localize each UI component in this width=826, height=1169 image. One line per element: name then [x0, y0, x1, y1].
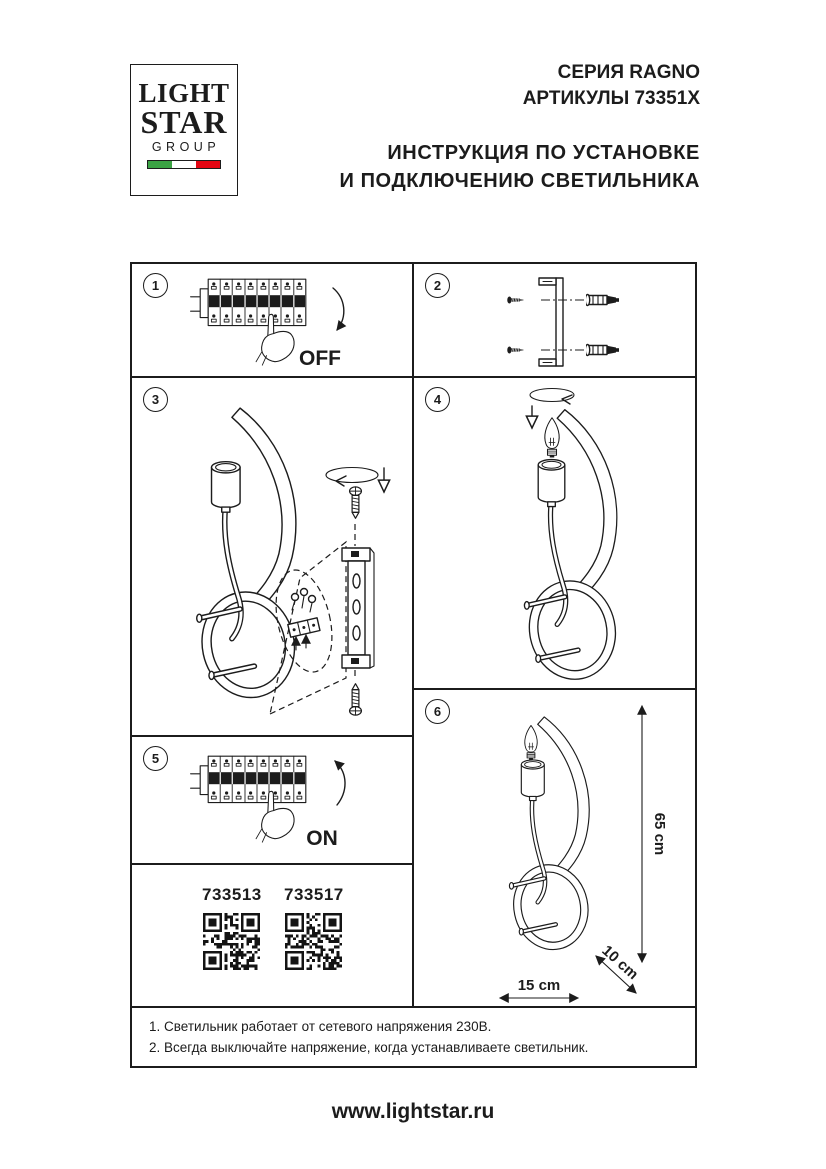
depth-dimension — [596, 942, 642, 993]
screw-icon — [350, 684, 362, 715]
width-dimension-label: 15 cm — [517, 977, 561, 994]
logo-text-group: GROUP — [151, 140, 221, 155]
bracket-bar — [556, 278, 563, 366]
height-dimension — [642, 706, 668, 962]
step-number-badge: 4 — [425, 387, 450, 412]
logo-text-light: LIGHT — [138, 78, 230, 108]
height-dimension-label: 65 cm — [651, 812, 668, 856]
articles-title: АРТИКУЛЫ 73351X — [522, 88, 700, 110]
dimensions-diagram — [414, 690, 695, 1006]
wall-anchor-icon — [585, 295, 619, 306]
wall-lamp-drawing — [192, 408, 304, 706]
website-url: www.lightstar.ru — [331, 1100, 495, 1123]
switch-up-arrow-icon — [335, 761, 345, 805]
lightstar-logo — [130, 64, 238, 196]
note-line-1: 1. Светильник работает от сетевого напряжения 230В. — [149, 1019, 492, 1034]
qr-code-left — [203, 913, 260, 970]
mounting-hardware-diagram — [414, 264, 695, 376]
rotate-arrow-icon — [326, 468, 378, 487]
article-left — [202, 885, 260, 1006]
off-label: OFF — [299, 347, 341, 370]
step-5-panel — [132, 737, 414, 865]
step-number-badge: 5 — [143, 746, 168, 771]
logo-text-star: STAR — [140, 104, 228, 140]
step-number-badge: 6 — [425, 699, 450, 724]
step-6-panel — [414, 690, 695, 1008]
article-code: 733513 — [202, 885, 262, 904]
switch-down-arrow-icon — [333, 288, 344, 330]
step-3-panel — [132, 378, 414, 737]
flag-white — [172, 161, 196, 168]
article-code: 733517 — [284, 885, 344, 904]
breaker-off-diagram — [132, 264, 412, 376]
italian-flag-stripe — [147, 160, 221, 169]
screw-icon — [507, 347, 523, 354]
breaker-on-diagram — [132, 737, 412, 863]
screw-icon — [350, 487, 362, 518]
wall-lamp-drawing — [520, 410, 624, 688]
wall-anchor-icon — [585, 345, 619, 356]
depth-dimension-label: 10 cm — [598, 942, 642, 984]
instruction-title-line1: ИНСТРУКЦИЯ ПО УСТАНОВКЕ — [387, 142, 700, 165]
step-2-panel — [414, 264, 695, 378]
circuit-breaker-icon — [191, 756, 306, 802]
circuit-breaker-icon — [191, 279, 306, 325]
lamp-mounting-diagram — [132, 378, 412, 735]
screw-icon — [507, 297, 523, 304]
article-right — [284, 885, 342, 1006]
on-label: ON — [306, 827, 338, 850]
series-title: СЕРИЯ RAGNO — [557, 62, 700, 83]
bulb-installation-diagram — [414, 378, 695, 688]
flag-red — [196, 161, 220, 168]
rotate-arrow-icon — [530, 389, 574, 405]
step-number-badge: 2 — [425, 273, 450, 298]
qr-code-right — [285, 913, 342, 970]
step-4-panel — [414, 378, 695, 690]
flag-green — [148, 161, 172, 168]
width-dimension — [500, 977, 578, 998]
instruction-grid — [130, 262, 697, 1068]
safety-notes — [132, 1008, 695, 1066]
candle-bulb-icon — [545, 418, 559, 458]
note-line-2: 2. Всегда выключайте напряжение, когда устанавливаете светильник. — [149, 1039, 589, 1055]
wall-lamp-drawing — [506, 717, 596, 957]
step-number-badge: 3 — [143, 387, 168, 412]
instruction-title-line2: И ПОДКЛЮЧЕНИЮ СВЕТИЛЬНИКА — [339, 169, 700, 192]
document-header — [339, 58, 700, 195]
qr-codes-panel — [132, 865, 414, 1008]
instruction-title — [339, 140, 700, 195]
step-number-badge: 1 — [143, 273, 168, 298]
candle-bulb-icon — [525, 725, 537, 759]
mounting-bracket — [342, 548, 374, 668]
step-1-panel — [132, 264, 414, 378]
